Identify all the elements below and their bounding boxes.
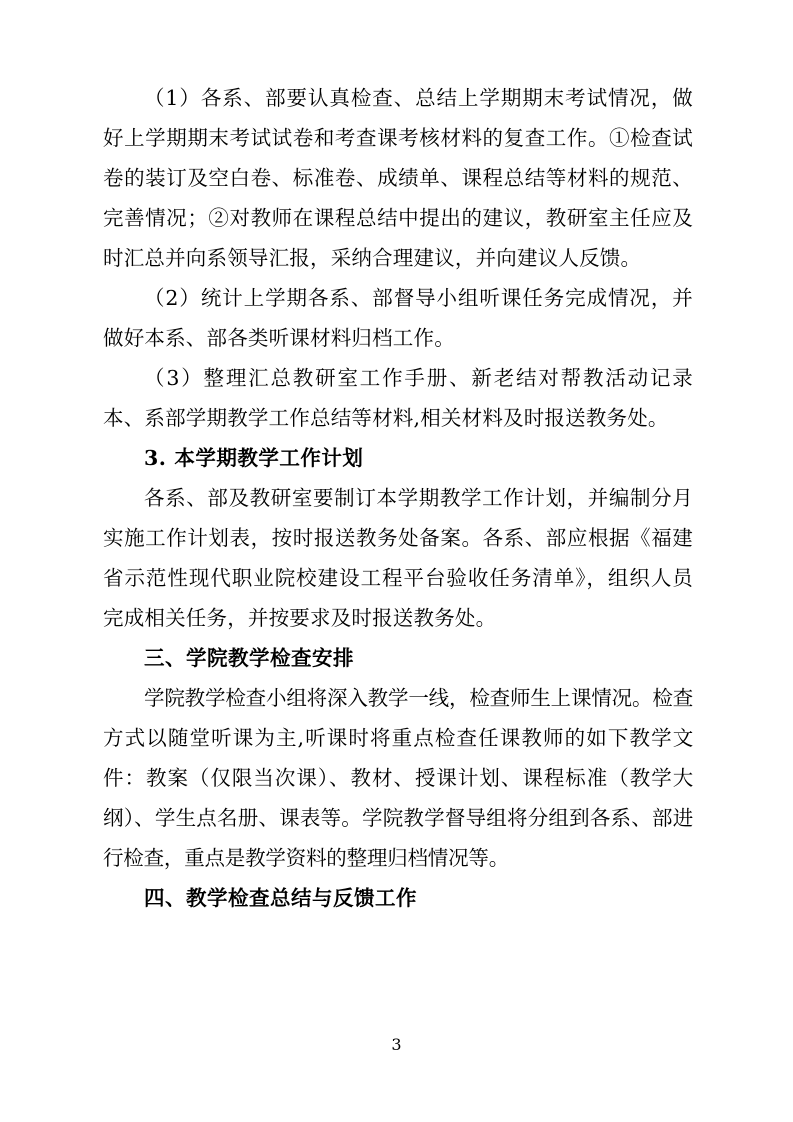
section-heading-3-label: 本学期教学工作计划 [174, 446, 364, 470]
section-heading-4 [103, 638, 693, 678]
paragraph-item-3: （3）整理汇总教研室工作手册、新老结对帮教活动记录本、系部学期教学工作总结等材料,相关材料及时报送教务处。 [103, 366, 693, 430]
section-heading-5-number: 四、 [144, 886, 186, 910]
section-heading-4-number: 三、 [144, 646, 186, 670]
section-heading-5 [103, 878, 693, 918]
paragraph-item-4: 各系、部及教研室要制订本学期教学工作计划，并编制分月实施工作计划表，按时报送教务处备案。各系、部应根据《福建省示范性现代职业院校建设工程平台验收任务清单》，组织人员完成相关任务，并按要求及时报送教务处。 [103, 486, 693, 630]
section-heading-4-label: 学院教学检查安排 [186, 646, 354, 670]
section-heading-3-number: 3. [144, 446, 167, 470]
document-body [103, 78, 693, 918]
paragraph-item-2: （2）统计上学期各系、部督导小组听课任务完成情况，并做好本系、部各类听课材料归档工作。 [103, 286, 693, 350]
paragraph-item-5: 学院教学检查小组将深入教学一线，检查师生上课情况。检查方式以随堂听课为主,听课时将重点检查任课教师的如下教学文件：教案（仅限当次课）、教材、授课计划、课程标准（教学大纲）、学生点名册、课表等。学院教学督导组将分组到各系、部进行检查，重点是教学资料的整理归档情况等。 [103, 686, 693, 870]
section-heading-5-label: 教学检查总结与反馈工作 [186, 886, 417, 910]
section-heading-3 [103, 438, 693, 478]
paragraph-item-1: （1）各系、部要认真检查、总结上学期期末考试情况，做好上学期期末考试试卷和考查课考核材料的复查工作。①检查试卷的装订及空白卷、标准卷、成绩单、课程总结等材料的规范、完善情况；②对教师在课程总结中提出的建议，教研室主任应及时汇总并向系领导汇报，采纳合理建议，并向建议人反馈。 [103, 86, 693, 270]
page-number: 3 [391, 1035, 402, 1054]
